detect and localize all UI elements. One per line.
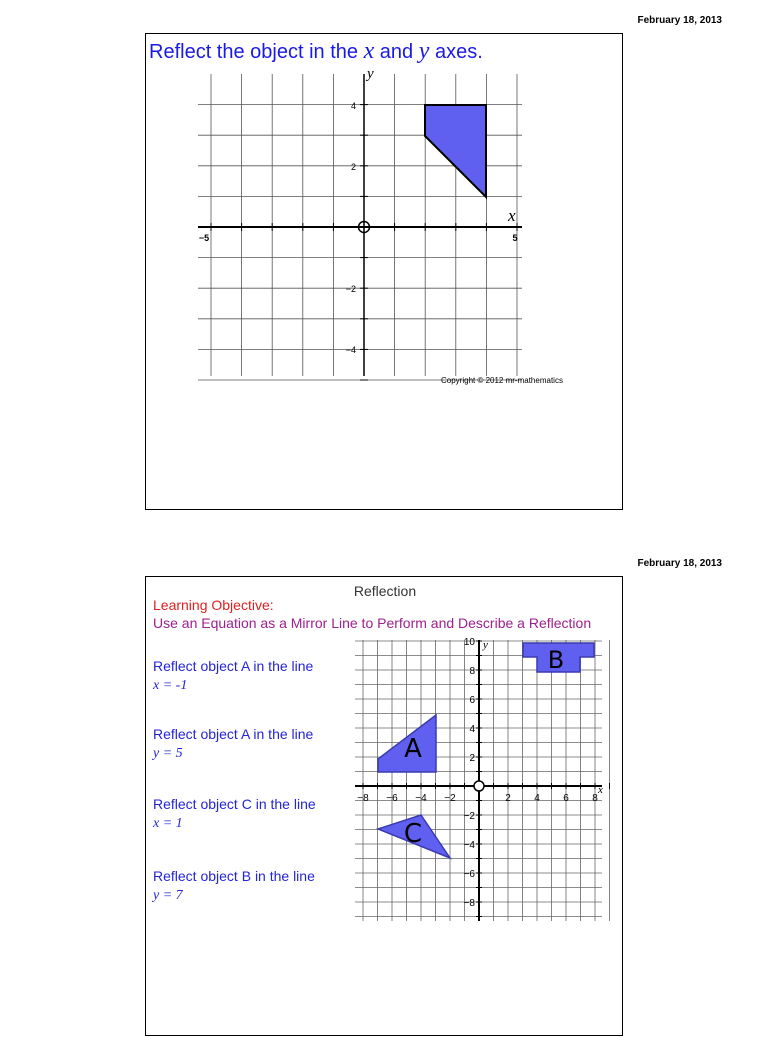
grid-lines	[355, 640, 610, 921]
task-equation: x = 1	[153, 816, 183, 831]
x-axis-label: x	[598, 784, 603, 796]
copyright-notice: Copyright © 2012 mr-mathematics	[441, 376, 563, 385]
x-tick-label: −8	[357, 793, 369, 804]
x-tick-label: 8	[592, 793, 598, 804]
y-tick-label: 8	[469, 666, 475, 677]
y-tick-label: 6	[469, 695, 475, 706]
x-tick-label: −6	[386, 793, 398, 804]
y-tick-label: 4	[469, 724, 475, 735]
y-tick-label-neg4: −4	[345, 345, 356, 355]
task-equation: y = 5	[153, 746, 183, 761]
page-date-2: February 18, 2013	[637, 558, 722, 569]
x-tick-label: 2	[505, 793, 511, 804]
tick-labels	[357, 637, 598, 909]
shape-label-a: A	[404, 734, 422, 764]
origin-marker	[474, 781, 484, 791]
title-suffix: axes.	[434, 41, 483, 63]
task-text: Reflect object B in the line	[153, 868, 315, 884]
objective-text: Use an Equation as a Mirror Line to Perform and Describe a Reflection	[153, 615, 592, 631]
page-date: February 18, 2013	[637, 15, 722, 26]
y-tick-label-4: 4	[350, 101, 356, 111]
slide-reflect-axes	[145, 33, 623, 510]
title-and: and	[379, 41, 414, 63]
title-var-y: y	[418, 38, 430, 64]
shape-label-c: C	[403, 819, 423, 849]
x-tick-label: 6	[563, 793, 569, 804]
y-axis-label: y	[367, 66, 374, 82]
coordinate-grid	[146, 34, 624, 511]
shape-label-b: B	[547, 646, 565, 674]
x-tick-label-neg5: −5	[198, 233, 210, 243]
slide-heading: Reflection	[353, 583, 417, 599]
task-equation: y = 7	[153, 888, 183, 903]
task-equation: x = -1	[153, 678, 188, 693]
task-text: Reflect object C in the line	[153, 796, 316, 812]
axis-ticks	[363, 641, 610, 917]
y-tick-label-neg2: −2	[345, 284, 356, 294]
x-axis-label: x	[508, 206, 516, 225]
x-tick-label-5: 5	[512, 233, 518, 243]
x-tick-label: −4	[415, 793, 427, 804]
y-axis-label: y	[483, 639, 488, 651]
title-var-x: x	[363, 38, 375, 64]
y-tick-label: −2	[463, 811, 475, 822]
task-text: Reflect object A in the line	[153, 658, 314, 674]
y-tick-label: 10	[463, 637, 475, 648]
objective-label: Learning Objective:	[153, 597, 274, 613]
x-tick-label: −2	[444, 793, 456, 804]
x-tick-label: 4	[534, 793, 540, 804]
y-tick-label-2: 2	[350, 162, 356, 172]
y-tick-label: −4	[463, 840, 475, 851]
y-tick-label: −6	[463, 869, 475, 880]
y-tick-label: 2	[469, 753, 475, 764]
slide-reflection-objective	[145, 576, 623, 1036]
y-tick-label: −8	[463, 898, 475, 909]
title-prefix: Reflect the object in the	[149, 41, 359, 63]
task-text: Reflect object A in the line	[153, 726, 314, 742]
coordinate-grid-2	[146, 577, 624, 1037]
